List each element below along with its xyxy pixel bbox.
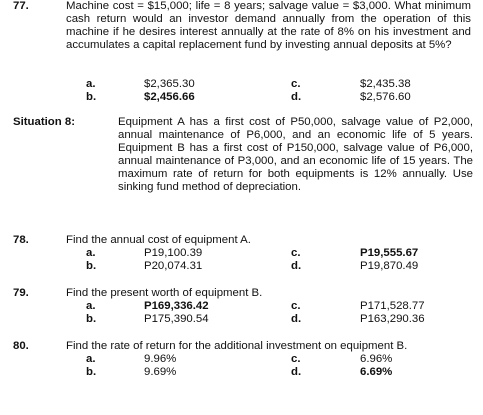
choice-value-answer: 6.69% bbox=[360, 366, 393, 378]
choice-value-answer: $2,456.66 bbox=[144, 91, 195, 103]
choice-value: P163,290.36 bbox=[360, 313, 425, 325]
choice-value: $2,435.38 bbox=[360, 78, 411, 90]
choice-row bbox=[0, 313, 483, 326]
choice-letter: c. bbox=[291, 353, 301, 365]
choice-row bbox=[0, 78, 483, 91]
choice-letter: d. bbox=[291, 91, 302, 103]
choice-row bbox=[0, 247, 483, 260]
choice-value-answer: P169,336.42 bbox=[144, 300, 209, 312]
choice-value: P19,100.39 bbox=[144, 247, 203, 259]
question-number: 80. bbox=[13, 340, 29, 352]
question-text: Machine cost = $15,000; life = 8 years; salvage value = $3,000. What minimum cash return would an investor demand annually from the operation of this machine if he desires interest annually at the rate of 8% on his investment and accumulates a capital replacement fund by investing annual deposits at 5%? bbox=[66, 0, 471, 51]
choice-value: 9.69% bbox=[144, 366, 177, 378]
question-number: 78. bbox=[13, 234, 29, 246]
choice-value: P175,390.54 bbox=[144, 313, 209, 325]
choice-value: $2,576.60 bbox=[360, 91, 411, 103]
choice-letter: b. bbox=[86, 91, 97, 103]
choice-letter: b. bbox=[86, 260, 97, 272]
question-text: Find the present worth of equipment B. bbox=[66, 287, 263, 299]
choice-row bbox=[0, 353, 483, 366]
choice-row bbox=[0, 260, 483, 273]
choice-letter: d. bbox=[291, 313, 302, 325]
choice-value: 6.96% bbox=[360, 353, 393, 365]
choice-value: P171,528.77 bbox=[360, 300, 425, 312]
choice-value: P19,870.49 bbox=[360, 260, 419, 272]
choice-row bbox=[0, 91, 483, 104]
choice-value: 9.96% bbox=[144, 353, 177, 365]
question-number: 77. bbox=[13, 0, 29, 12]
choice-letter: a. bbox=[86, 300, 96, 312]
choice-value-answer: P19,555.67 bbox=[360, 247, 419, 259]
choice-row bbox=[0, 300, 483, 313]
situation-label: Situation 8: bbox=[13, 116, 76, 128]
question-number: 79. bbox=[13, 287, 29, 299]
question-text: Find the rate of return for the additional investment on equipment B. bbox=[66, 340, 408, 352]
choice-value: P20,074.31 bbox=[144, 260, 203, 272]
choice-value: $2,365.30 bbox=[144, 78, 195, 90]
question-text: Find the annual cost of equipment A. bbox=[66, 234, 251, 246]
choice-letter: c. bbox=[291, 78, 301, 90]
choice-letter: b. bbox=[86, 313, 97, 325]
choice-letter: b. bbox=[86, 366, 97, 378]
choice-letter: a. bbox=[86, 353, 96, 365]
choice-letter: d. bbox=[291, 260, 302, 272]
choice-row bbox=[0, 366, 483, 379]
choice-letter: d. bbox=[291, 366, 302, 378]
situation-text: Equipment A has a first cost of P50,000, salvage value of P2,000, annual maintenance of P6,000, and an economic life of 5 years. Equipment B has a first cost of P150,000, salvage value of P6,000, annual maintenance of P3,000, and an economic life of 15 years. The maximum rate of return for both equipments is 12% annually. Use sinking fund method of depreciation. bbox=[118, 116, 473, 193]
choice-letter: c. bbox=[291, 247, 301, 259]
choice-letter: a. bbox=[86, 247, 96, 259]
choice-letter: c. bbox=[291, 300, 301, 312]
choice-letter: a. bbox=[86, 78, 96, 90]
